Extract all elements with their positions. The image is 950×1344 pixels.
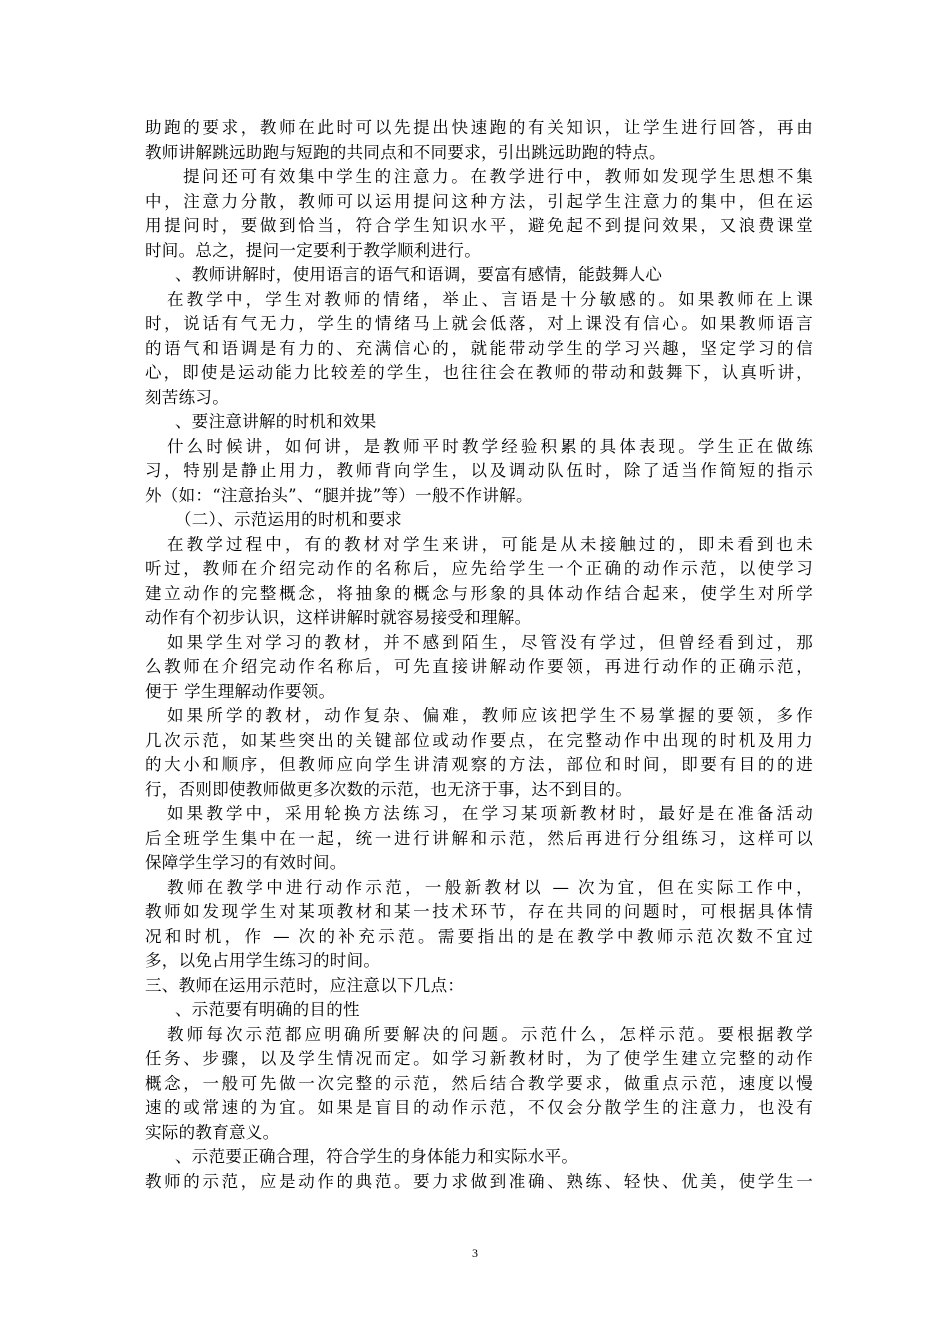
text-line: 便于 学生理解动作要领。 [145, 681, 336, 701]
text-line: 中，注意力分散，教师可以运用提问这种方法，引起学生注意力的集中，但在运 [145, 191, 813, 211]
text-line: 多，以免占用学生练习的时间。 [145, 951, 381, 970]
text-line: 如果学生对学习的教材，并不感到陌生，尽管没有学过，但曾经看到过，那 [167, 632, 813, 652]
text-line: 用提问时，要做到恰当，符合学生知识水平，避免起不到提问效果，又浪费课堂 [145, 216, 813, 235]
text-line: 什么时候讲，如何讲，是教师平时教学经验积累的具体表现。学生正在做练 [167, 436, 813, 456]
body-text [145, 116, 813, 1194]
text-line: 动作有个初步认识，这样讲解时就容易接受和理解。 [145, 608, 532, 627]
text-line: 建立动作的完整概念，将抽象的概念与形象的具体动作结合起来，使学生对所学 [145, 583, 813, 603]
text-line: 助跑的要求，教师在此时可以先提出快速跑的有关知识，让学生进行回答，再由 [145, 118, 813, 137]
text-line: 后全班学生集中在一起，统一进行讲解和示范，然后再进行分组练习，这样可以 [145, 828, 813, 848]
text-line: 的大小和顺序，但教师应向学生讲清观察的方法，部位和时间，即要有目的的进 [145, 755, 813, 774]
text-line: 保障学生学习的有效时间。 [145, 853, 347, 872]
text-line: 时间。总之，提问一定要利于教学顺利进行。 [145, 240, 481, 260]
text-line: 、要注意讲解的时机和效果 [175, 412, 377, 431]
text-line: 实际的教育意义。 [145, 1122, 280, 1142]
text-line: 教师讲解跳远助跑与短跑的共同点和不同要求，引出跳远助跑的特点。 [145, 142, 666, 162]
text-line: 听过，教师在介绍完动作的名称后，应先给学生一个正确的动作示范，以使学习 [145, 559, 813, 578]
text-line: 行，否则即使教师做更多次数的示范，也无济于事，达不到目的。 [145, 779, 633, 799]
page-number: 3 [472, 1246, 478, 1260]
text-line: 外（如：“注意抬头”、“腿并拢”等）一般不作讲解。 [145, 485, 533, 505]
text-line: 、示范要正确合理，符合学生的身体能力和实际水平。 [175, 1147, 579, 1166]
text-line: 况和时机，作 — 次的补充示范。需要指出的是在教学中教师示范次数不宜过 [145, 926, 813, 946]
text-line: 速的或常速的为宜。如果是盲目的动作示范，不仅会分散学生的注意力，也没有 [145, 1098, 813, 1117]
text-line: 如果教学中，采用轮换方法练习，在学习某项新教材时，最好是在准备活动 [167, 804, 813, 823]
text-line: 概念，一般可先做一次完整的示范，然后结合教学要求，做重点示范，速度以慢 [145, 1073, 813, 1093]
text-line: 教师的示范，应是动作的典范。要力求做到准确、熟练、轻快、优美，使学生一 [145, 1171, 813, 1191]
text-line: 提问还可有效集中学生的注意力。在教学进行中，教师如发现学生思想不集 [183, 167, 813, 186]
text-line: 么教师在介绍完动作名称后，可先直接讲解动作要领，再进行动作的正确示范， [145, 657, 813, 676]
text-line: 、教师讲解时，使用语言的语气和语调，要富有感情，能鼓舞人心 [175, 265, 663, 284]
text-line: 几次示范，如某些突出的关键部位或动作要点，在完整动作中出现的时机及用力 [145, 730, 813, 750]
text-line: 刻苦练习。 [145, 387, 229, 407]
text-line: （二）、示范运用的时机和要求 [175, 510, 402, 529]
text-line: 的语气和语调是有力的、充满信心的，就能带动学生的学习兴趣，坚定学习的信 [145, 338, 813, 358]
text-line: 在教学中，学生对教师的情绪，举止、言语是十分敏感的。如果教师在上课 [167, 289, 813, 309]
text-line: 教师每次示范都应明确所要解决的问题。示范什么，怎样示范。要根据教学 [167, 1024, 813, 1044]
text-line: 教师如发现学生对某项教材和某一技术环节，存在共同的问题时，可根据具体情 [145, 902, 813, 921]
text-line: 如果所学的教材，动作复杂、偏难，教师应该把学生不易掌握的要领，多作 [167, 706, 813, 725]
text-line: 时，说话有气无力，学生的情绪马上就会低落，对上课没有信心。如果教师语言 [145, 314, 813, 333]
text-line: 三、教师在运用示范时，应注意以下几点： [145, 975, 465, 995]
text-line: 在教学过程中，有的教材对学生来讲，可能是从未接触过的，即未看到也未 [167, 534, 813, 554]
text-line: 、示范要有明确的目的性 [175, 1000, 360, 1019]
text-line: 心，即使是运动能力比较差的学生，也往往会在教师的带动和鼓舞下，认真听讲， [145, 363, 813, 382]
text-line: 习，特别是静止用力，教师背向学生，以及调动队伍时，除了适当作简短的指示 [145, 461, 813, 480]
text-line: 教师在教学中进行动作示范，一般新教材以 — 次为宜，但在实际工作中， [167, 877, 813, 897]
text-line: 任务、步骤，以及学生情况而定。如学习新教材时，为了使学生建立完整的动作 [145, 1049, 813, 1068]
